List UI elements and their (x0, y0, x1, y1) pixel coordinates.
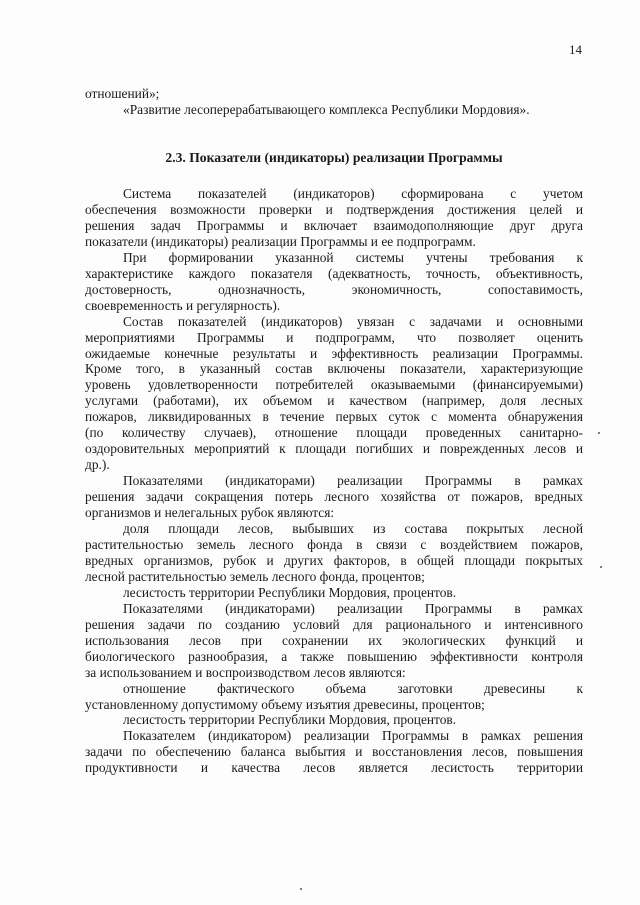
text-line: «Развитие лесоперерабатывающего комплекса Республики Мордовия». (123, 101, 530, 117)
text-line: установленному допустимому объему изъятия древесины, процентов; (85, 696, 485, 712)
text-line: Показателем (индикатором) реализации Программы в рамках решения (123, 728, 583, 744)
text-line: растительностью земель лесного фонда в связи с воздействием пожаров, (85, 536, 583, 552)
text-line: за использованием и воспроизводством лесов являются: (85, 664, 406, 680)
text-line: лесистость территории Республики Мордовия, процентов. (123, 584, 457, 600)
text-line: лесистость территории Республики Мордовия, процентов. (123, 712, 457, 728)
text-line: использования лесов при сохранении их экологических функций и (85, 632, 583, 648)
text-line: лесной растительностью земель лесного фонда, процентов; (85, 568, 425, 584)
text-line: задачи по обеспечению баланса выбытия и восстановления лесов, повышения (85, 744, 583, 760)
text-line: Кроме того, в указанный состав включены показатели, характеризующие (85, 361, 583, 377)
text-line: Показателями (индикаторами) реализации Программы в рамках (123, 600, 583, 616)
text-line: оздоровительных мероприятий к площади погибших и поврежденных лесов и (85, 441, 583, 457)
text-line: уровень удовлетворенности потребителей оказываемыми (финансируемыми) (85, 377, 583, 393)
text-line: характеристике каждого показателя (адекватность, точность, объективность, (85, 265, 583, 281)
section-heading: 2.3. Показатели (индикаторы) реализации Программы (165, 150, 503, 165)
text-line: биологического разнообразия, а также повышению эффективности контроля (85, 648, 583, 664)
text-line: ожидаемые конечные результаты и эффективность реализации Программы. (85, 345, 583, 361)
text-line: своевременность и регулярность). (85, 297, 281, 313)
text-line: мероприятиями Программы и подпрограмм, что позволяет оценить (85, 329, 583, 345)
text-line: пожаров, ликвидированных в течение первых суток с момента обнаружения (85, 409, 583, 425)
text-line: Состав показателей (индикаторов) увязан с задачами и основными (123, 313, 583, 329)
text-line: доля площади лесов, выбывших из состава покрытых лесной (123, 521, 583, 537)
text-line: решения задачи по созданию условий для рационального и интенсивного (85, 616, 583, 632)
text-line: вредных организмов, рубок и других факторов, в общей площади покрытых (85, 552, 583, 568)
scan-speck (600, 566, 602, 568)
text-line: показатели (индикаторы) реализации Программы и ее подпрограмм. (85, 233, 476, 249)
text-line: организмов и нелегальных рубок являются: (85, 505, 335, 521)
text-line: решения задачи сокращения потерь лесного хозяйства от пожаров, вредных (85, 489, 583, 505)
text-line: услугами (работами), их объемом и качеством (например, доля лесных (85, 393, 583, 409)
text-line: продуктивности и качества лесов является лесистость территории (85, 760, 583, 776)
text-line: решения задач Программы и включает взаимодополняющие друг друга (85, 217, 583, 233)
text-line: достоверность, однозначность, экономичность, сопоставимость, (85, 281, 583, 297)
text-line: отношение фактического объема заготовки древесины к (123, 680, 583, 696)
body-text-block (85, 186, 583, 776)
top-text-block (85, 86, 583, 118)
scan-speck (598, 432, 600, 434)
text-line: отношений»; (85, 86, 160, 101)
text-line: Показателями (индикаторами) реализации Программы в рамках (123, 473, 583, 489)
text-line: При формировании указанной системы учтены требования к (123, 249, 583, 265)
text-line: др.). (85, 457, 110, 473)
scan-speck (300, 888, 302, 890)
text-line: обеспечения возможности проверки и подтверждения достижения целей и (85, 201, 583, 217)
page-number: 14 (569, 42, 582, 57)
text-line: Система показателей (индикаторов) сформирована с учетом (123, 186, 583, 201)
text-line: (по количеству случаев), отношение площади проведенных санитарно- (85, 425, 583, 441)
